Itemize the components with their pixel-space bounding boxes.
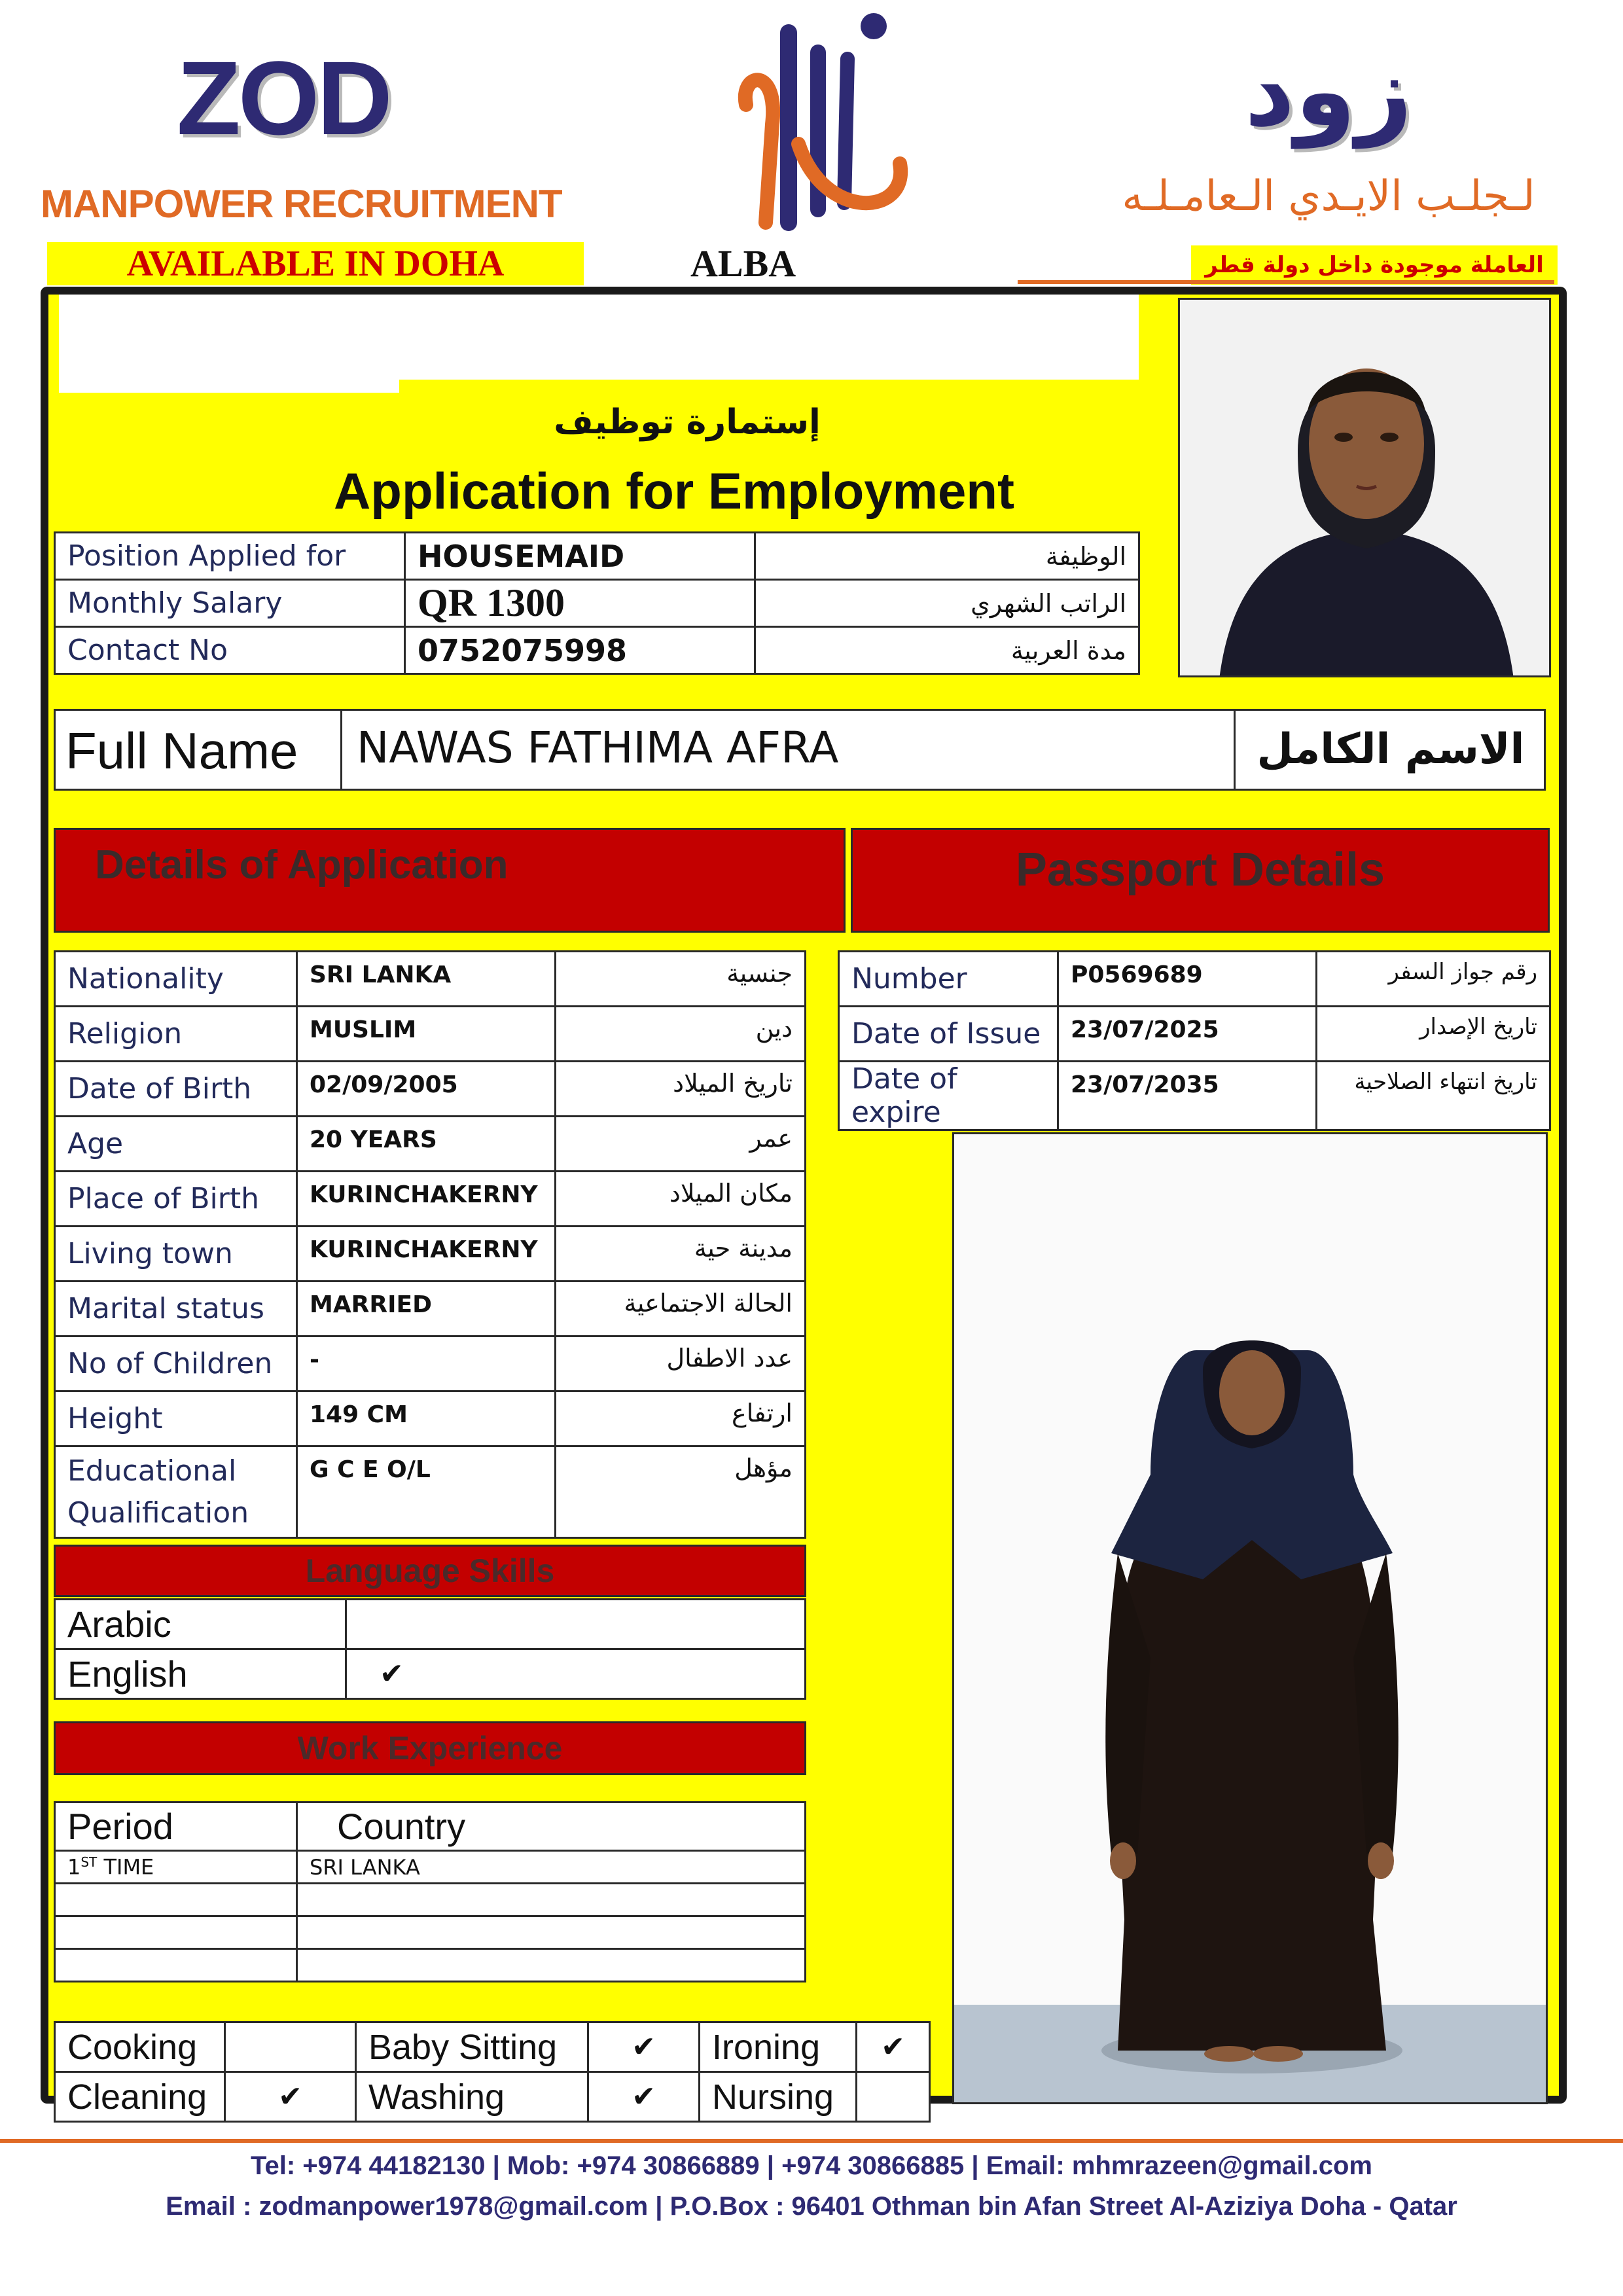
redacted-area-tail — [59, 367, 399, 393]
details-label-arabic: تاريخ الميلاد — [556, 1062, 806, 1117]
skill-name: Cooking — [55, 2022, 225, 2072]
details-value: MUSLIM — [297, 1007, 556, 1062]
work-section-title: Work Experience — [297, 1730, 563, 1767]
language-row — [55, 1649, 806, 1699]
details-label-arabic: الحالة الاجتماعية — [556, 1282, 806, 1336]
skills-row — [55, 2022, 930, 2072]
skill-name: Nursing — [700, 2072, 857, 2122]
work-period — [55, 1851, 297, 1884]
details-label: Nationality — [55, 952, 297, 1007]
footer-address-line: Email : zodmanpower1978@gmail.com | P.O.Box : 96401 Othman bin Afan Street Al-Aziziya Doha - Qatar — [166, 2192, 1457, 2221]
details-label-arabic: مؤهل — [556, 1446, 806, 1538]
work-col-country: Country — [297, 1803, 806, 1851]
details-row — [55, 1282, 806, 1336]
alba-logo-label: ALBA — [690, 242, 796, 285]
details-label-arabic: مدينة حية — [556, 1227, 806, 1282]
work-header-row — [55, 1803, 806, 1851]
info-label-arabic: الوظيفة — [755, 533, 1139, 580]
language-name: English — [55, 1649, 346, 1699]
details-value: SRI LANKA — [297, 952, 556, 1007]
passport-row — [839, 952, 1550, 1007]
info-row-contact — [55, 627, 1139, 674]
skill-check: ✔ — [857, 2022, 930, 2072]
work-col-period: Period — [55, 1803, 297, 1851]
details-label: Religion — [55, 1007, 297, 1062]
footer-divider — [0, 2139, 1623, 2143]
work-country: SRI LANKA — [297, 1851, 806, 1884]
full-body-photo — [952, 1132, 1548, 2104]
info-label-arabic: الراتب الشهري — [755, 580, 1139, 627]
full-name-label: Full Name — [65, 722, 298, 780]
work-period-rest: TIME — [97, 1854, 154, 1880]
passport-section-header — [851, 828, 1550, 933]
details-row — [55, 1117, 806, 1172]
details-label-arabic: مكان الميلاد — [556, 1172, 806, 1227]
full-name-value: NAWAS FATHIMA AFRA — [357, 723, 839, 773]
form-title-arabic: إستمارة توظيف — [554, 403, 821, 442]
language-check: ✔ — [346, 1649, 806, 1699]
language-section-header — [54, 1545, 806, 1597]
details-value: 20 YEARS — [297, 1117, 556, 1172]
details-label-arabic: جنسية — [556, 952, 806, 1007]
full-name-label-arabic: الاسم الكامل — [1257, 725, 1525, 774]
details-label: No of Children — [55, 1336, 297, 1391]
skills-table — [54, 2021, 931, 2123]
passport-label: Number — [839, 952, 1058, 1007]
work-country — [297, 1916, 806, 1949]
details-row — [55, 1172, 806, 1227]
details-section-header — [54, 828, 846, 933]
header-divider — [1018, 280, 1554, 284]
passport-row — [839, 1062, 1550, 1130]
work-period — [55, 1916, 297, 1949]
available-banner-arabic: العاملة موجودة داخل دولة قطر — [1191, 245, 1558, 285]
form-title: Application for Employment — [333, 462, 1015, 520]
brand-logo-arabic: زود — [1244, 35, 1413, 149]
skill-check: ✔ — [588, 2072, 700, 2122]
divider — [1234, 709, 1236, 791]
skill-name: Ironing — [700, 2022, 857, 2072]
details-value: KURINCHAKERNY — [297, 1227, 556, 1282]
details-table — [54, 950, 806, 1539]
passport-table — [838, 950, 1551, 1131]
details-value: - — [297, 1336, 556, 1391]
details-row — [55, 1336, 806, 1391]
work-table — [54, 1801, 806, 1982]
work-period-number: 1 — [67, 1854, 81, 1880]
details-value: KURINCHAKERNY — [297, 1172, 556, 1227]
details-label: Marital status — [55, 1282, 297, 1336]
details-row-education — [55, 1446, 806, 1538]
info-label: Contact No — [55, 627, 405, 674]
details-row — [55, 1062, 806, 1117]
work-row — [55, 1851, 806, 1884]
details-label-arabic: ارتفاع — [556, 1391, 806, 1446]
skill-check: ✔ — [588, 2022, 700, 2072]
language-table — [54, 1598, 806, 1700]
details-row — [55, 1007, 806, 1062]
skill-name: Baby Sitting — [356, 2022, 588, 2072]
language-row — [55, 1600, 806, 1649]
details-label: Date of Birth — [55, 1062, 297, 1117]
work-period — [55, 1884, 297, 1916]
details-label: Living town — [55, 1227, 297, 1282]
available-banner: AVAILABLE IN DOHA — [47, 242, 584, 285]
education-label-line2: Qualification — [67, 1496, 249, 1530]
work-country — [297, 1884, 806, 1916]
alba-logo-icon — [726, 7, 923, 242]
details-label: Age — [55, 1117, 297, 1172]
details-label: Place of Birth — [55, 1172, 297, 1227]
passport-section-title: Passport Details — [1015, 844, 1385, 896]
details-value: 02/09/2005 — [297, 1062, 556, 1117]
details-row — [55, 1227, 806, 1282]
work-row — [55, 1884, 806, 1916]
portrait-image — [1180, 300, 1551, 677]
passport-label-arabic: تاريخ الإصدار — [1317, 1007, 1550, 1062]
details-label: Height — [55, 1391, 297, 1446]
info-label: Position Applied for — [55, 533, 405, 580]
brand-logo-text: ZOD — [177, 39, 390, 156]
info-value: 0752075998 — [405, 627, 755, 674]
passport-row — [839, 1007, 1550, 1062]
position-info-table — [54, 531, 1140, 675]
language-name: Arabic — [55, 1600, 346, 1649]
work-row — [55, 1916, 806, 1949]
work-section-header — [54, 1721, 806, 1775]
work-period — [55, 1949, 297, 1982]
details-row — [55, 952, 806, 1007]
language-check — [346, 1600, 806, 1649]
divider — [340, 709, 342, 791]
passport-label-arabic: رقم جواز السفر — [1317, 952, 1550, 1007]
details-label-arabic: دين — [556, 1007, 806, 1062]
details-label — [55, 1446, 297, 1538]
work-country — [297, 1949, 806, 1982]
passport-value: 23/07/2035 — [1058, 1062, 1317, 1130]
info-row-salary — [55, 580, 1139, 627]
details-value: MARRIED — [297, 1282, 556, 1336]
work-period-suffix: ST — [80, 1854, 98, 1871]
passport-label: Date of expire — [839, 1062, 1058, 1130]
education-label-line1: Educational — [67, 1454, 237, 1488]
skill-check — [225, 2022, 356, 2072]
info-value: HOUSEMAID — [405, 533, 755, 580]
skill-name: Cleaning — [55, 2072, 225, 2122]
language-section-title: Language Skills — [305, 1552, 555, 1589]
skills-row — [55, 2072, 930, 2122]
info-row-position — [55, 533, 1139, 580]
info-label: Monthly Salary — [55, 580, 405, 627]
passport-value: 23/07/2025 — [1058, 1007, 1317, 1062]
full-body-image — [954, 1134, 1548, 2104]
details-value: 149 CM — [297, 1391, 556, 1446]
info-value: QR 1300 — [405, 580, 755, 627]
skill-check — [857, 2072, 930, 2122]
details-section-title: Details of Application — [95, 842, 508, 888]
passport-label-arabic: تاريخ انتهاء الصلاحية — [1317, 1062, 1550, 1130]
details-value: G C E O/L — [297, 1446, 556, 1538]
passport-label: Date of Issue — [839, 1007, 1058, 1062]
brand-tagline-arabic: لـجلـب الايـدي الـعامـلـه — [1122, 172, 1535, 221]
work-row — [55, 1949, 806, 1982]
portrait-photo — [1178, 298, 1551, 677]
details-row — [55, 1391, 806, 1446]
details-label-arabic: عدد الاطفال — [556, 1336, 806, 1391]
skill-check: ✔ — [225, 2072, 356, 2122]
info-label-arabic: مدة العربية — [755, 627, 1139, 674]
brand-subtitle: MANPOWER RECRUITMENT — [41, 182, 562, 226]
footer-contact-line: Tel: +974 44182130 | Mob: +974 30866889 | +974 30866885 | Email: mhmrazeen@gmail.com — [251, 2151, 1372, 2180]
passport-value: P0569689 — [1058, 952, 1317, 1007]
skill-name: Washing — [356, 2072, 588, 2122]
details-label-arabic: عمر — [556, 1117, 806, 1172]
